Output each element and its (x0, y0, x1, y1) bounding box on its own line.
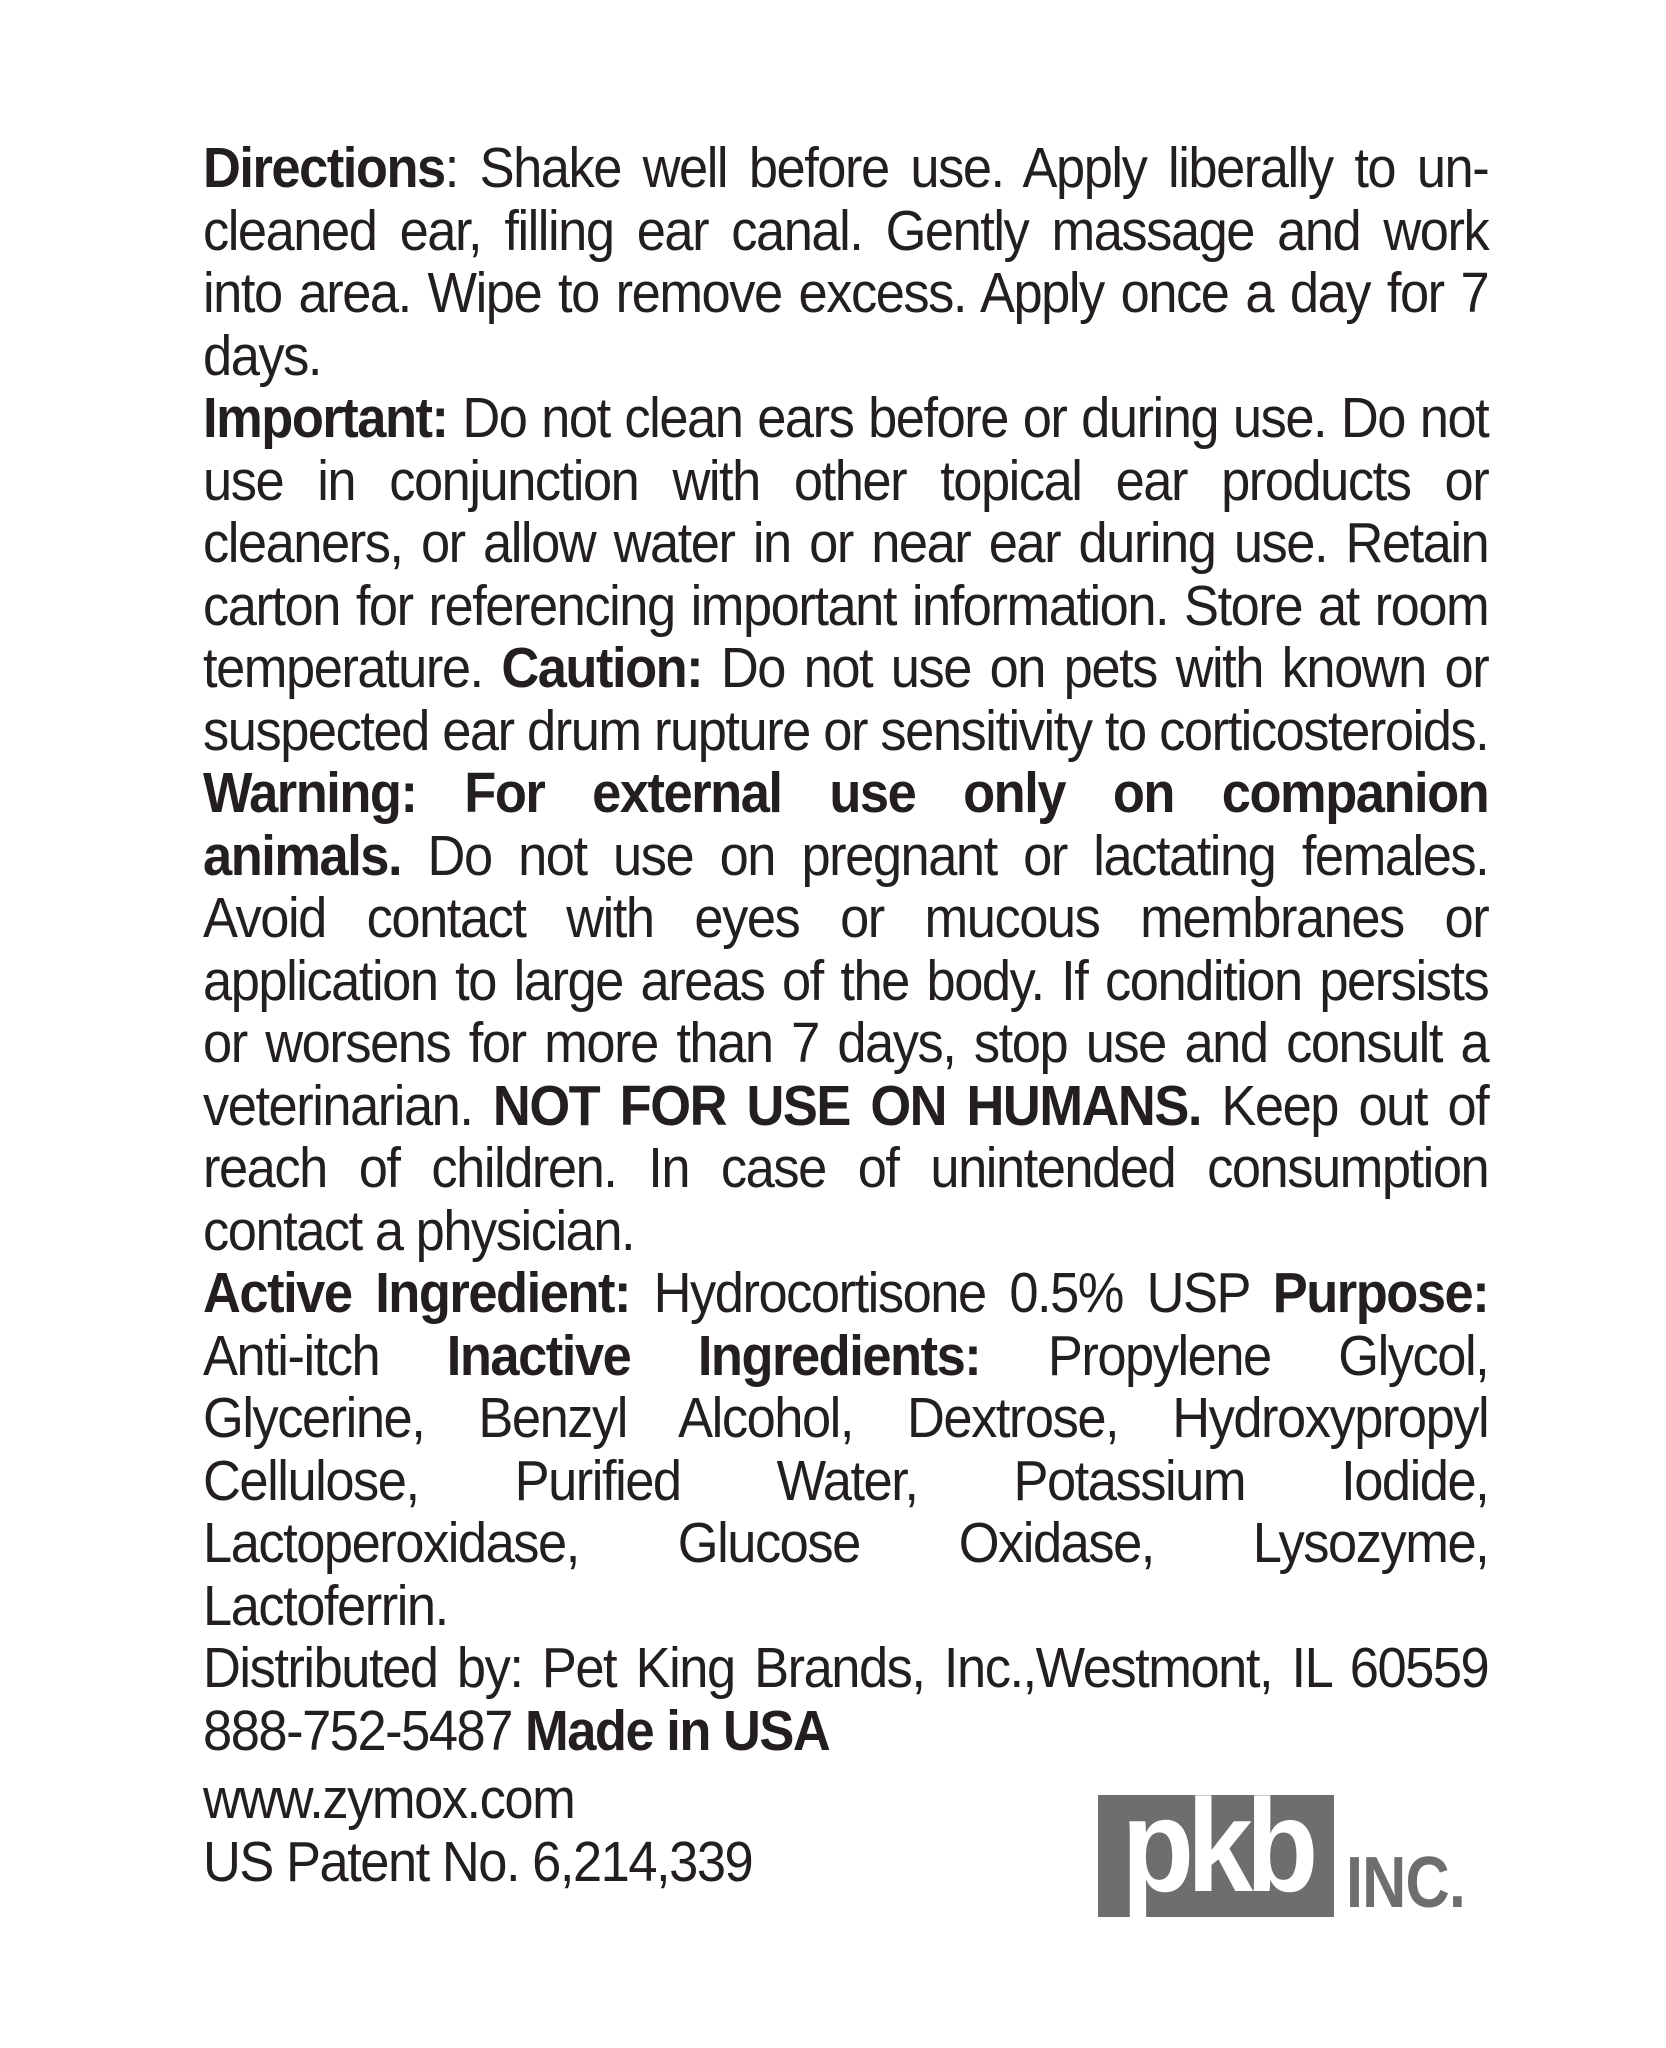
inactive-ingredients-heading: Inactive Ingredients: (446, 1323, 981, 1388)
patent-text: US Patent No. 6,214,339 (203, 1829, 753, 1894)
important-heading: Important: (203, 386, 448, 450)
pkb-logo (1098, 1772, 1486, 1923)
made-in-usa: Made in USA (525, 1698, 830, 1763)
active-ingredient-heading: Active Ingredient: (203, 1261, 630, 1325)
purpose-text: Anti-itch (203, 1323, 447, 1388)
not-for-humans-heading: NOT FOR USE ON HUMANS. (492, 1073, 1201, 1138)
directions-paragraph (203, 137, 1488, 387)
caution-text: Do not use on pets with known or suspected ear drum rupture or sensitivity to corticosteroids. (203, 636, 1489, 763)
inactive-ingredients-text: Propylene Glycol, Glycerine, Benzyl Alcohol, Dextrose, Hydroxypropyl Cellulose, Purified Water, Potassium Iodide, Lactoperoxidase, Glucose Oxidase, Lysozyme, Lactoferrin. (203, 1323, 1489, 1638)
website-text: www.zymox.com (203, 1767, 575, 1831)
distributor-text: Distributed by: Pet King Brands, Inc.,Westmont, IL 60559 888-752-5487 (203, 1636, 1489, 1763)
directions-text: : Shake well before use. Apply liberally to un-cleaned ear, filling ear canal. Gently massage and work into area. Wipe to remove excess. Apply once a day for 7 days. (203, 136, 1489, 388)
caution-heading: Caution: (501, 636, 703, 700)
pkb-logo-box (1098, 1772, 1334, 1919)
pkb-logo-mark: pkb (1121, 1772, 1311, 1919)
warning-heading: Warning: For external use only on companion animals. (203, 761, 1489, 888)
warnings-paragraph (203, 387, 1488, 1262)
footer-block (203, 1768, 752, 1893)
important-text: Do not clean ears before or during use. Do not use in conjunction with other topical ear products or cleaners, or allow water in or near ear during use. Retain carton for referencing important information. Store at room temperature. (203, 386, 1489, 700)
warning-text: Do not use on pregnant or lactating females. Avoid contact with eyes or mucous membranes or application to large areas of the body. If condition persists or worsens for more than 7 days, stop use and consult a veterinarian. (203, 823, 1489, 1138)
distributor-paragraph (203, 1637, 1488, 1762)
active-ingredient-text: Hydrocortisone 0.5% USP (629, 1261, 1273, 1325)
not-for-humans-text: Keep out of reach of children. In case of unintended consumption contact a physician. (203, 1073, 1489, 1263)
purpose-heading: Purpose: (1272, 1261, 1489, 1325)
ingredients-paragraph (203, 1262, 1488, 1637)
pkb-logo-suffix: INC. (1346, 1843, 1465, 1923)
directions-heading: Directions (203, 136, 445, 200)
label-body (203, 137, 1488, 1762)
